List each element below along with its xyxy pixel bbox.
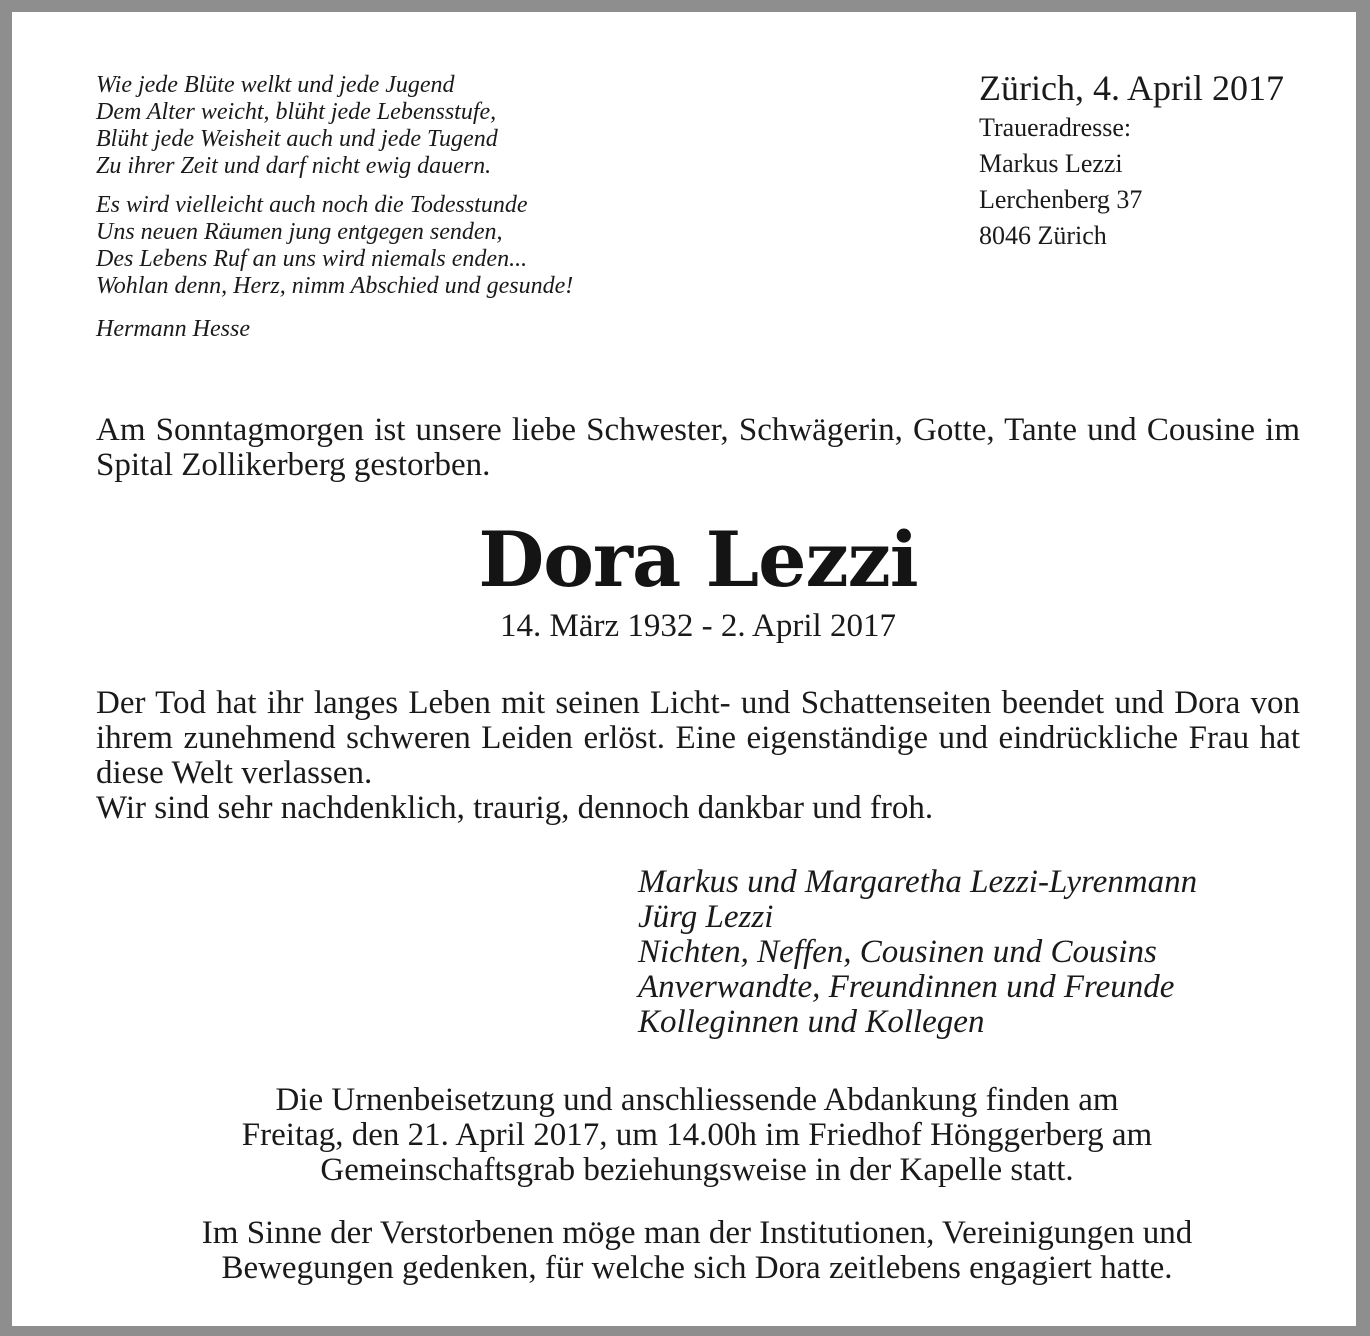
- poem-stanza-1: [96, 72, 736, 180]
- poem-line: Dem Alter weicht, blüht jede Lebensstufe,: [96, 99, 497, 125]
- poem: [96, 72, 736, 343]
- mourner-line: Jürg Lezzi: [638, 899, 774, 935]
- closing-request: [72, 1216, 1322, 1286]
- poem-line: Blüht jede Weisheit auch und jede Tugend: [96, 126, 498, 152]
- life-dates: 14. März 1932 - 2. April 2017: [500, 608, 896, 644]
- ceremony-line: Gemeinschaftsgrab beziehungsweise in der Kapelle statt.: [320, 1152, 1074, 1188]
- poem-line: Zu ihrer Zeit und darf nicht ewig dauern.: [96, 153, 492, 179]
- mourner-line: Anverwandte, Freundinnen und Freunde: [638, 969, 1175, 1005]
- message-last-line: Wir sind sehr nachdenklich, traurig, dennoch dankbar und froh.: [96, 790, 934, 826]
- death-announcement: Am Sonntagmorgen ist unsere liebe Schwester, Schwägerin, Gotte, Tante und Cousine im Spital Zollikerberg gestorben.: [96, 412, 1300, 483]
- closing-line: Im Sinne der Verstorbenen möge man der Institutionen, Vereinigungen und: [201, 1215, 1193, 1251]
- poem-line: Es wird vielleicht auch noch die Todesstunde: [96, 192, 528, 218]
- mourner-line: Kolleginnen und Kollegen: [638, 1004, 985, 1040]
- poem-line: Wohlan denn, Herz, nimm Abschied und gesunde!: [96, 273, 574, 299]
- place-date: Zürich, 4. April 2017: [979, 68, 1284, 108]
- poem-stanza-2: [96, 192, 736, 300]
- message: [96, 686, 1300, 826]
- place-and-address: [979, 66, 1309, 254]
- ceremony-line: Freitag, den 21. April 2017, um 14.00h im Friedhof Hönggerberg am: [241, 1117, 1153, 1153]
- mourner-line: Markus und Margaretha Lezzi-Lyrenmann: [638, 864, 1198, 900]
- mourners-list: [638, 865, 1318, 1040]
- address-line: 8046 Zürich: [979, 221, 1107, 250]
- ceremony-line: Die Urnenbeisetzung und anschliessende Abdankung finden am: [275, 1082, 1119, 1118]
- deceased-name: Dora Lezzi: [478, 515, 918, 604]
- address-label: Traueradresse:: [979, 113, 1132, 142]
- ceremony-info: [72, 1083, 1322, 1188]
- closing-line: Bewegungen gedenken, für welche sich Dora zeitlebens engagiert hatte.: [221, 1250, 1173, 1286]
- address-line: Markus Lezzi: [979, 149, 1123, 178]
- mourner-line: Nichten, Neffen, Cousinen und Cousins: [638, 934, 1157, 970]
- address-line: Lerchenberg 37: [979, 185, 1143, 214]
- poem-line: Uns neuen Räumen jung entgegen senden,: [96, 219, 503, 245]
- poem-line: Des Lebens Ruf an uns wird niemals enden...: [96, 246, 528, 272]
- poem-line: Wie jede Blüte welkt und jede Jugend: [96, 72, 455, 98]
- message-paragraph: Der Tod hat ihr langes Leben mit seinen Licht- und Schattenseiten beendet und Dora von ihrem zunehmend schweren Leiden erlöst. Eine eigenständige und eindrückliche Frau hat diese Welt verlassen.: [96, 685, 1300, 791]
- poem-author: Hermann Hesse: [96, 316, 250, 342]
